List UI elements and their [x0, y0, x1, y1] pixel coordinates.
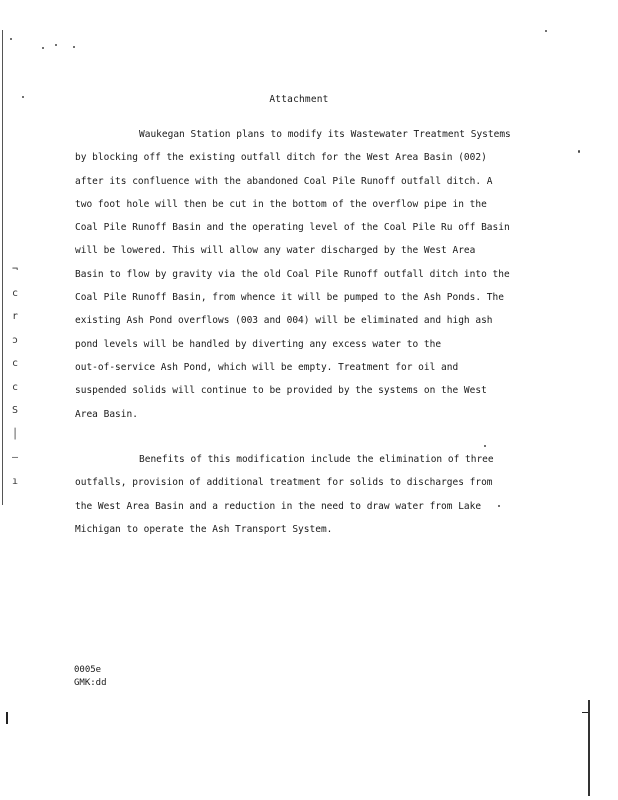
paragraph-line: will be lowered. This will allow any water discharged by the West Area [75, 245, 476, 257]
margin-mark: c [11, 381, 19, 393]
margin-mark: c [11, 358, 19, 369]
paragraph-benefits [75, 448, 525, 541]
footer-initials: GMK:dd [74, 678, 107, 688]
margin-mark: ɔ [11, 334, 19, 346]
paragraph-line: out-of-service Ash Pond, which will be empty. Treatment for oil and [75, 361, 459, 373]
scan-speck [73, 46, 75, 48]
scan-speck [42, 47, 44, 49]
paragraph-line: Michigan to operate the Ash Transport System. [75, 523, 333, 535]
paragraph-line: suspended solids will continue to be provided by the systems on the West [75, 385, 487, 397]
document-footer [74, 664, 107, 690]
scan-speck [484, 445, 486, 447]
scan-speck [578, 150, 580, 153]
margin-tick [582, 712, 588, 713]
document-title: Attachment [269, 94, 329, 105]
paragraph-line: Coal Pile Runoff Basin and the operating level of the Coal Pile Ru off Basin [75, 222, 510, 234]
scan-edge-right [588, 700, 590, 796]
paragraph-line: Basin to flow by gravity via the old Coal Pile Runoff outfall ditch into the [75, 268, 510, 280]
margin-mark: S [11, 405, 19, 416]
paragraph-modification-plan [75, 123, 525, 426]
footer-code: 0005e [74, 665, 102, 675]
margin-mark: r [11, 311, 19, 322]
margin-mark: │ [11, 428, 19, 440]
paragraph-line: two foot hole will then be cut in the bottom of the overflow pipe in the [75, 198, 487, 210]
paragraph-line: the West Area Basin and a reduction in the need to draw water from Lake [75, 500, 482, 512]
paragraph-line: Benefits of this modification include the elimination of three [139, 454, 494, 465]
margin-mark: c [11, 287, 19, 299]
margin-mark: — [11, 452, 19, 463]
scan-speck [545, 30, 547, 32]
paragraph-line: after its confluence with the abandoned Coal Pile Runoff outfall ditch. A [75, 175, 493, 187]
scan-speck [55, 44, 57, 46]
paragraph-line: Waukegan Station plans to modify its Wastewater Treatment Systems [139, 129, 511, 140]
paragraph-line: pond levels will be handled by diverting any excess water to the [75, 338, 442, 350]
paragraph-line: outfalls, provision of additional treatment for solids to discharges from [75, 477, 493, 489]
scan-speck [10, 38, 12, 40]
paragraph-line: existing Ash Pond overflows (003 and 004) will be eliminated and high ash [75, 315, 493, 327]
margin-mark: ı [11, 475, 19, 487]
paragraph-line: Coal Pile Runoff Basin, from whence it will be pumped to the Ash Ponds. The [75, 292, 504, 304]
margin-marks [8, 258, 22, 493]
margin-tick [6, 712, 8, 724]
paragraph-line: Area Basin. [75, 408, 138, 420]
margin-mark: ¬ [11, 264, 19, 275]
paragraph-line: by blocking off the existing outfall ditch for the West Area Basin (002) [75, 152, 487, 164]
